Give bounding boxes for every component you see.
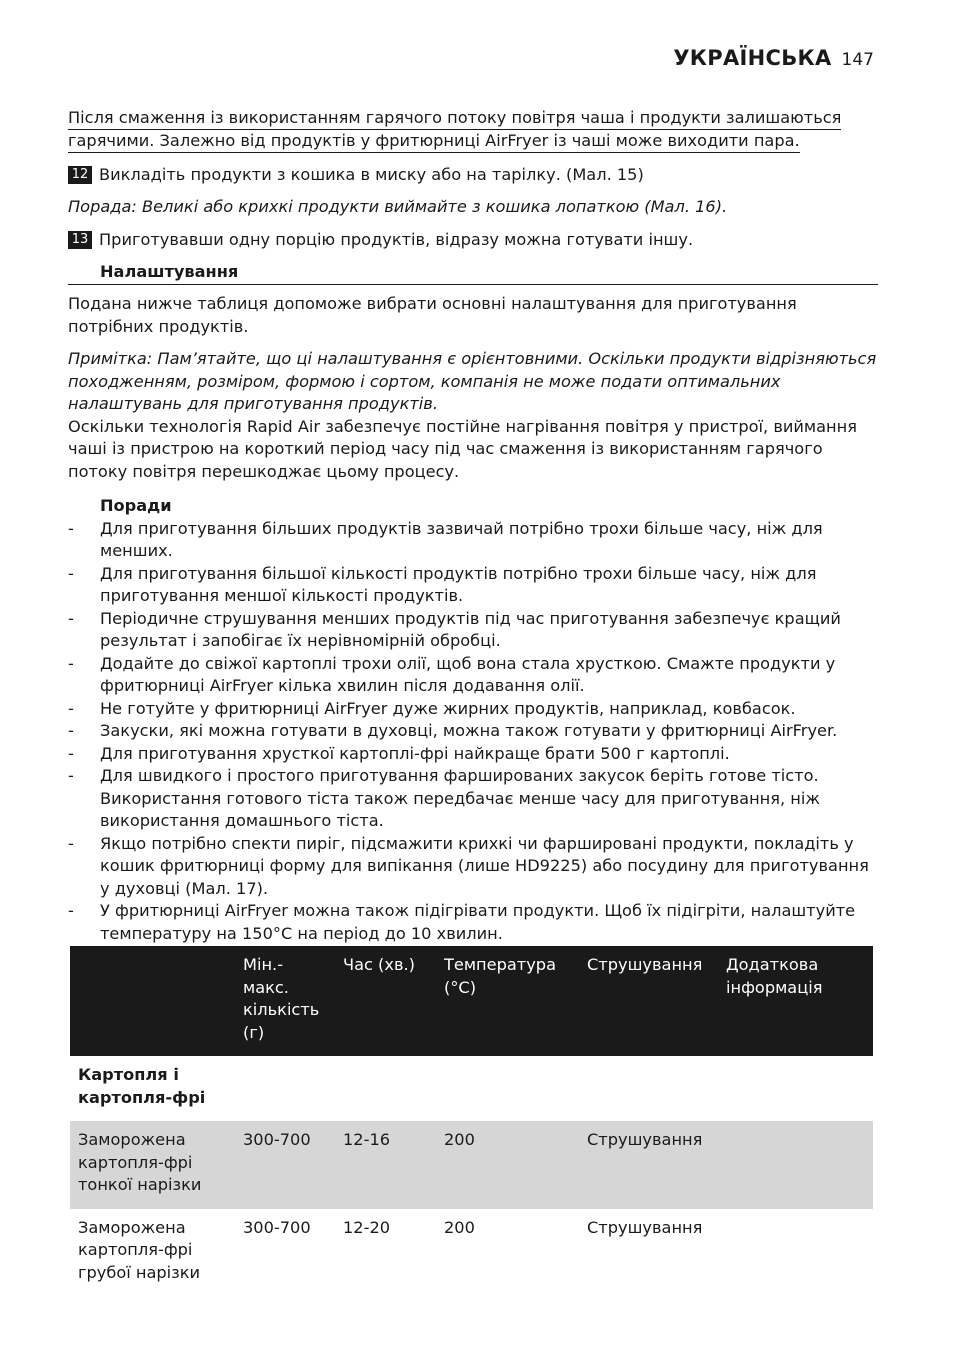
- list-item: - Закуски, які можна готувати в духовці, можна також готувати у фритюрниці AirFryer.: [68, 720, 878, 743]
- table-cell: 300-700: [235, 1121, 335, 1209]
- list-item: - Для приготування більших продуктів зазвичай потрібно трохи більше часу, ніж для менших.: [68, 518, 823, 560]
- table-cell: Заморожена картопля-фрі грубої нарізки: [78, 1217, 201, 1282]
- warning-line-2: гарячими. Залежно від продуктів у фритюрниці AirFryer із чаші може виходити пара.: [68, 130, 800, 153]
- page-content: [68, 107, 878, 945]
- tips-heading: Поради: [100, 496, 172, 515]
- column-header: Час (хв.): [335, 946, 436, 1056]
- table-cell: Струшування: [579, 1121, 718, 1209]
- settings-heading: Налаштування: [68, 261, 878, 286]
- page-number: 147: [841, 50, 874, 70]
- tips-list: [68, 518, 878, 946]
- step-text: Приготувавши одну порцію продуктів, відразу можна готувати іншу.: [99, 230, 694, 249]
- table-cell: [718, 1121, 873, 1209]
- column-header: Струшування: [579, 946, 718, 1056]
- settings-table: [70, 946, 873, 1296]
- group-label: Картопля і картопля-фрі: [78, 1065, 206, 1107]
- table-cell: [718, 1209, 873, 1297]
- list-item: - Для приготування хрусткої картоплі-фрі найкраще брати 500 г картоплі.: [68, 743, 878, 766]
- dash-bullet: -: [68, 901, 74, 920]
- dash-bullet: -: [68, 518, 74, 538]
- dash-bullet: -: [68, 743, 74, 763]
- table-cell: Заморожена картопля-фрі тонкої нарізки: [70, 1121, 235, 1209]
- table-cell: 300-700: [243, 1217, 311, 1237]
- dash-bullet: -: [68, 698, 74, 718]
- table-cell: Струшування: [587, 1217, 703, 1237]
- table-row: [70, 1121, 873, 1209]
- page-header: [673, 46, 874, 70]
- tip-note: Порада: Великі або крихкі продукти виймайте з кошика лопаткою (Мал. 16).: [68, 196, 728, 216]
- list-item: - У фритюрниці AirFryer можна також підігрівати продукти. Щоб їх підігріти, налаштуйте температуру на 150°C на період до 10 хвилин.: [68, 901, 856, 943]
- dash-bullet: -: [68, 833, 74, 853]
- table-cell: 200: [444, 1217, 475, 1237]
- column-header: Мін.-макс. кількість (г): [235, 946, 335, 1056]
- column-header: Температура (°C): [436, 946, 579, 1056]
- dash-bullet: -: [68, 608, 74, 628]
- step-12: [68, 164, 878, 187]
- column-header: [70, 946, 235, 1056]
- step-13: [68, 229, 878, 252]
- column-header: Додаткова інформація: [718, 946, 873, 1056]
- language-label: УКРАЇНСЬКА: [673, 46, 832, 70]
- step-number-badge: 12: [68, 166, 92, 184]
- list-item: - Для приготування більшої кількості продуктів потрібно трохи більше часу, ніж для приготування меншої кількості продуктів.: [68, 563, 817, 605]
- rapid-air-paragraph: Оскільки технологія Rapid Air забезпечує постійне нагрівання повітря у пристрої, виймання чаші із пристрою на короткий період часу під час смаження із використанням гарячого потоку повітря перешкоджає цьому процесу.: [68, 416, 857, 481]
- table-cell: 200: [436, 1121, 579, 1209]
- step-text: Викладіть продукти з кошика в миску або на тарілку. (Мал. 15): [99, 165, 644, 184]
- dash-bullet: -: [68, 766, 74, 785]
- list-item: - Якщо потрібно спекти пиріг, підсмажити крихкі чи фаршировані продукти, покладіть у кошик фритюрниці форму для випікання (лише HD9225) або посудину для приготування у духовці (Мал. 17).: [68, 833, 869, 898]
- list-item: - Не готуйте у фритюрниці AirFryer дуже жирних продуктів, наприклад, ковбасок.: [68, 698, 878, 721]
- list-item: - Додайте до свіжої картоплі трохи олії, щоб вона стала хрусткою. Смажте продукти у фритюрниці AirFryer кілька хвилин після додавання олії.: [68, 653, 836, 695]
- table-row: [70, 1209, 873, 1297]
- settings-note: Примітка: Пам’ятайте, що ці налаштування є орієнтовними. Оскільки продукти відрізняються походженням, розміром, формою і сортом, компанія не може подати оптимальних налаштувань для приготування продуктів.: [68, 349, 877, 413]
- step-number-badge: 13: [68, 231, 92, 249]
- table-group-row: [70, 1056, 873, 1121]
- list-item: - Періодичне струшування менших продуктів під час приготування забезпечує кращий результат і запобігає їх нерівномірній обробці.: [68, 608, 841, 650]
- dash-bullet: -: [68, 563, 74, 583]
- dash-bullet: -: [68, 721, 74, 740]
- hot-steam-warning: [68, 107, 878, 153]
- settings-intro: Подана нижче таблиця допоможе вибрати основні налаштування для приготування потрібних продуктів.: [68, 294, 797, 336]
- dash-bullet: -: [68, 653, 74, 673]
- list-item: - Для швидкого і простого приготування фаршированих закусок беріть готове тісто. Використання готового тіста також передбачає менше часу для приготування, ніж використання домашнього тіста.: [68, 766, 820, 830]
- table-cell: 12-20: [343, 1217, 391, 1237]
- table-cell: 12-16: [335, 1121, 436, 1209]
- warning-line-1: Після смаження із використанням гарячого потоку повітря чаша і продукти залишаються: [68, 107, 841, 130]
- table-header-row: [70, 946, 873, 1056]
